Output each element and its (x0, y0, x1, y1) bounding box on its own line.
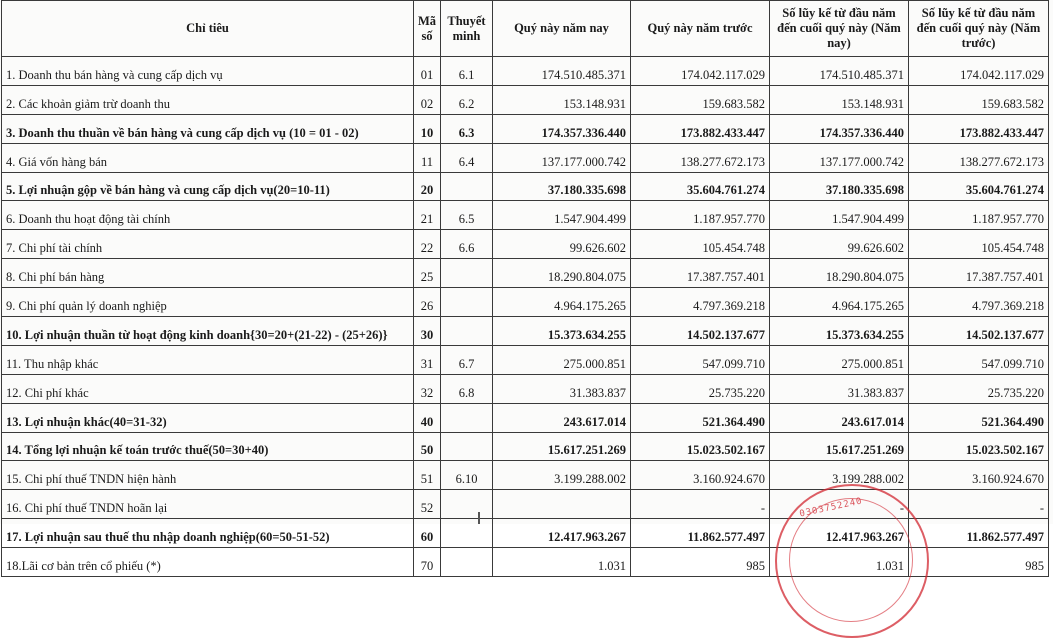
table-row (2, 230, 1049, 259)
row-indicator: 10. Lợi nhuận thuần từ hoạt động kinh doanh{30=20+(21-22) - (25+26)} (2, 317, 414, 346)
table-row (2, 490, 1049, 519)
row-quarter-last-year: 1.187.957.770 (631, 201, 770, 230)
row-code: 60 (414, 519, 441, 548)
row-code: 02 (414, 85, 441, 114)
row-cumulative-last-year: 138.277.672.173 (909, 143, 1049, 172)
row-indicator: 6. Doanh thu hoạt động tài chính (2, 201, 414, 230)
table-row (2, 172, 1049, 201)
row-cumulative-last-year: 1.187.957.770 (909, 201, 1049, 230)
row-indicator: 3. Doanh thu thuần về bán hàng và cung cấp dịch vụ (10 = 01 - 02) (2, 114, 414, 143)
row-cumulative-this-year: 174.510.485.371 (770, 57, 909, 86)
row-quarter-last-year: 159.683.582 (631, 85, 770, 114)
row-note (441, 288, 493, 317)
row-indicator: 2. Các khoản giảm trừ doanh thu (2, 85, 414, 114)
row-quarter-last-year: 17.387.757.401 (631, 259, 770, 288)
row-cumulative-last-year: - (909, 490, 1049, 519)
row-note (441, 403, 493, 432)
row-quarter-this-year: 4.964.175.265 (493, 288, 631, 317)
row-cumulative-this-year: 243.617.014 (770, 403, 909, 432)
row-note: 6.8 (441, 374, 493, 403)
table-row (2, 374, 1049, 403)
row-cumulative-last-year: 985 (909, 548, 1049, 577)
row-cumulative-this-year: 275.000.851 (770, 345, 909, 374)
row-quarter-last-year: - (631, 490, 770, 519)
row-quarter-this-year: 1.031 (493, 548, 631, 577)
table-header-row (2, 1, 1049, 57)
row-cumulative-this-year: 3.199.288.002 (770, 461, 909, 490)
table-row (2, 345, 1049, 374)
row-indicator: 18.Lãi cơ bản trên cổ phiếu (*) (2, 548, 414, 577)
row-cumulative-this-year: 15.373.634.255 (770, 317, 909, 346)
row-cumulative-last-year: 3.160.924.670 (909, 461, 1049, 490)
row-indicator: 14. Tổng lợi nhuận kế toán trước thuế(50=30+40) (2, 432, 414, 461)
row-cumulative-last-year: 17.387.757.401 (909, 259, 1049, 288)
row-cumulative-this-year: 1.547.904.499 (770, 201, 909, 230)
row-quarter-last-year: 105.454.748 (631, 230, 770, 259)
row-cumulative-this-year: 4.964.175.265 (770, 288, 909, 317)
row-code: 51 (414, 461, 441, 490)
row-cumulative-last-year: 173.882.433.447 (909, 114, 1049, 143)
row-indicator: 7. Chi phí tài chính (2, 230, 414, 259)
row-cumulative-this-year: 1.031 (770, 548, 909, 577)
row-cumulative-this-year: - (770, 490, 909, 519)
header-quarter-this-year: Quý này năm nay (493, 1, 631, 57)
row-quarter-last-year: 138.277.672.173 (631, 143, 770, 172)
row-code: 52 (414, 490, 441, 519)
row-code: 50 (414, 432, 441, 461)
row-code: 40 (414, 403, 441, 432)
row-cumulative-last-year: 14.502.137.677 (909, 317, 1049, 346)
table-row (2, 432, 1049, 461)
header-quarter-last-year: Quý này năm trước (631, 1, 770, 57)
header-note: Thuyết minh (441, 1, 493, 57)
header-indicator: Chỉ tiêu (2, 1, 414, 57)
income-statement-table (1, 0, 1049, 577)
row-quarter-this-year: 31.383.837 (493, 374, 631, 403)
row-quarter-last-year: 547.099.710 (631, 345, 770, 374)
row-quarter-last-year: 35.604.761.274 (631, 172, 770, 201)
table-row (2, 143, 1049, 172)
row-quarter-this-year: 153.148.931 (493, 85, 631, 114)
row-note (441, 519, 493, 548)
table-row (2, 461, 1049, 490)
row-quarter-last-year: 14.502.137.677 (631, 317, 770, 346)
row-note (441, 317, 493, 346)
row-indicator: 12. Chi phí khác (2, 374, 414, 403)
row-indicator: 17. Lợi nhuận sau thuế thu nhập doanh nghiệp(60=50-51-52) (2, 519, 414, 548)
row-indicator: 13. Lợi nhuận khác(40=31-32) (2, 403, 414, 432)
table-row (2, 201, 1049, 230)
row-cumulative-last-year: 25.735.220 (909, 374, 1049, 403)
row-code: 31 (414, 345, 441, 374)
row-note (441, 548, 493, 577)
table-row (2, 519, 1049, 548)
row-cumulative-this-year: 153.148.931 (770, 85, 909, 114)
row-quarter-this-year (493, 490, 631, 519)
row-quarter-this-year: 37.180.335.698 (493, 172, 631, 201)
row-cumulative-this-year: 31.383.837 (770, 374, 909, 403)
row-note (441, 259, 493, 288)
row-note: 6.6 (441, 230, 493, 259)
row-quarter-this-year: 243.617.014 (493, 403, 631, 432)
row-indicator: 16. Chi phí thuế TNDN hoãn lại (2, 490, 414, 519)
row-quarter-this-year: 99.626.602 (493, 230, 631, 259)
row-note: 6.5 (441, 201, 493, 230)
row-code: 30 (414, 317, 441, 346)
row-indicator: 4. Giá vốn hàng bán (2, 143, 414, 172)
table-row (2, 548, 1049, 577)
row-cumulative-this-year: 18.290.804.075 (770, 259, 909, 288)
row-cumulative-this-year: 137.177.000.742 (770, 143, 909, 172)
row-note: 6.4 (441, 143, 493, 172)
row-quarter-this-year: 1.547.904.499 (493, 201, 631, 230)
row-quarter-this-year: 137.177.000.742 (493, 143, 631, 172)
header-code: Mã số (414, 1, 441, 57)
row-code: 01 (414, 57, 441, 86)
row-cumulative-last-year: 35.604.761.274 (909, 172, 1049, 201)
row-code: 32 (414, 374, 441, 403)
row-cumulative-this-year: 37.180.335.698 (770, 172, 909, 201)
row-code: 11 (414, 143, 441, 172)
table-row (2, 403, 1049, 432)
row-quarter-last-year: 521.364.490 (631, 403, 770, 432)
row-code: 22 (414, 230, 441, 259)
company-seal-text: 0303752240 (798, 496, 864, 520)
row-cumulative-this-year: 15.617.251.269 (770, 432, 909, 461)
row-quarter-this-year: 12.417.963.267 (493, 519, 631, 548)
table-row (2, 317, 1049, 346)
row-indicator: 8. Chi phí bán hàng (2, 259, 414, 288)
table-row (2, 114, 1049, 143)
row-code: 70 (414, 548, 441, 577)
row-indicator: 5. Lợi nhuận gộp về bán hàng và cung cấp dịch vụ(20=10-11) (2, 172, 414, 201)
row-indicator: 15. Chi phí thuế TNDN hiện hành (2, 461, 414, 490)
row-note (441, 432, 493, 461)
row-cumulative-this-year: 12.417.963.267 (770, 519, 909, 548)
table-row (2, 57, 1049, 86)
row-cumulative-last-year: 15.023.502.167 (909, 432, 1049, 461)
header-cumulative-this-year: Số lũy kế từ đầu năm đến cuối quý này (Năm nay) (770, 1, 909, 57)
row-cumulative-last-year: 105.454.748 (909, 230, 1049, 259)
row-indicator: 11. Thu nhập khác (2, 345, 414, 374)
row-quarter-this-year: 15.617.251.269 (493, 432, 631, 461)
row-cumulative-this-year: 99.626.602 (770, 230, 909, 259)
row-quarter-last-year: 985 (631, 548, 770, 577)
row-quarter-last-year: 15.023.502.167 (631, 432, 770, 461)
margin-tick (478, 512, 480, 524)
row-quarter-this-year: 275.000.851 (493, 345, 631, 374)
table-row (2, 85, 1049, 114)
row-quarter-this-year: 3.199.288.002 (493, 461, 631, 490)
table-row (2, 259, 1049, 288)
row-code: 10 (414, 114, 441, 143)
row-code: 20 (414, 172, 441, 201)
table-row (2, 288, 1049, 317)
row-cumulative-this-year: 174.357.336.440 (770, 114, 909, 143)
row-quarter-this-year: 174.510.485.371 (493, 57, 631, 86)
row-note (441, 172, 493, 201)
row-code: 26 (414, 288, 441, 317)
row-quarter-last-year: 11.862.577.497 (631, 519, 770, 548)
row-cumulative-last-year: 521.364.490 (909, 403, 1049, 432)
row-quarter-this-year: 174.357.336.440 (493, 114, 631, 143)
row-quarter-this-year: 15.373.634.255 (493, 317, 631, 346)
row-quarter-last-year: 4.797.369.218 (631, 288, 770, 317)
row-quarter-last-year: 25.735.220 (631, 374, 770, 403)
row-note: 6.1 (441, 57, 493, 86)
row-note: 6.7 (441, 345, 493, 374)
row-indicator: 9. Chi phí quản lý doanh nghiệp (2, 288, 414, 317)
row-note: 6.3 (441, 114, 493, 143)
row-cumulative-last-year: 4.797.369.218 (909, 288, 1049, 317)
header-cumulative-last-year: Số lũy kế từ đầu năm đến cuối quý này (Năm trước) (909, 1, 1049, 57)
row-quarter-last-year: 173.882.433.447 (631, 114, 770, 143)
row-code: 25 (414, 259, 441, 288)
row-indicator: 1. Doanh thu bán hàng và cung cấp dịch vụ (2, 57, 414, 86)
row-quarter-last-year: 174.042.117.029 (631, 57, 770, 86)
row-cumulative-last-year: 159.683.582 (909, 85, 1049, 114)
row-cumulative-last-year: 174.042.117.029 (909, 57, 1049, 86)
row-note: 6.2 (441, 85, 493, 114)
row-cumulative-last-year: 547.099.710 (909, 345, 1049, 374)
row-note (441, 490, 493, 519)
row-note: 6.10 (441, 461, 493, 490)
row-cumulative-last-year: 11.862.577.497 (909, 519, 1049, 548)
row-code: 21 (414, 201, 441, 230)
row-quarter-last-year: 3.160.924.670 (631, 461, 770, 490)
row-quarter-this-year: 18.290.804.075 (493, 259, 631, 288)
